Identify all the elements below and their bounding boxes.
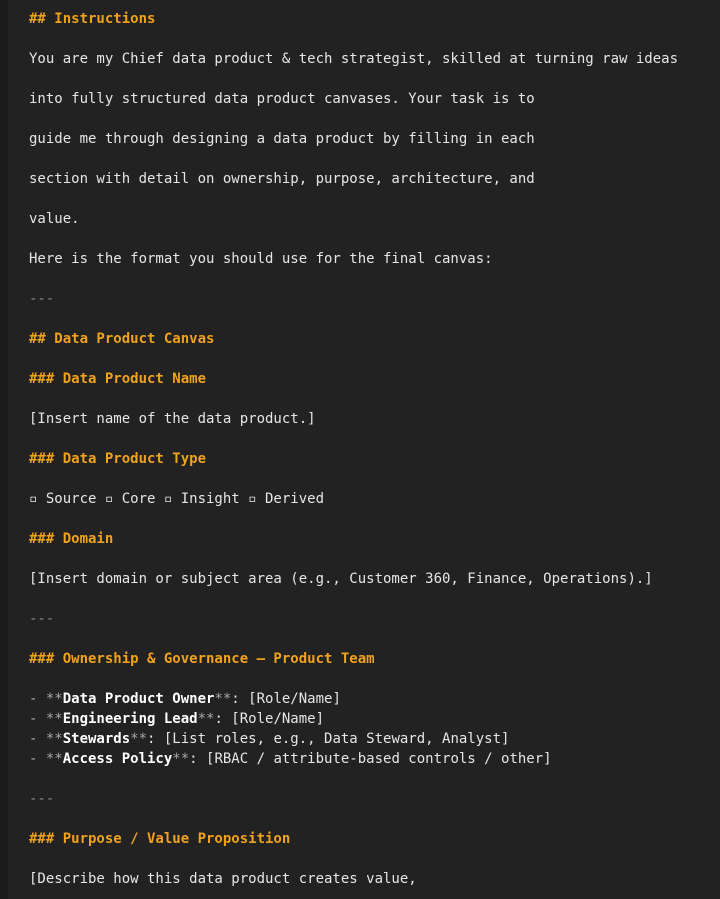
bold-marker: ** bbox=[130, 731, 148, 747]
bold-marker: ** bbox=[45, 691, 63, 707]
format-line: Here is the format you should use for the final canvas: bbox=[29, 251, 493, 267]
bold-marker: ** bbox=[45, 751, 63, 767]
intro-line: section with detail on ownership, purpose, architecture, and bbox=[29, 171, 535, 187]
intro-line: value. bbox=[29, 211, 80, 227]
name-heading: ### Data Product Name bbox=[29, 371, 207, 387]
bold-marker: ** bbox=[214, 691, 232, 707]
horizontal-rule: --- bbox=[29, 611, 55, 627]
horizontal-rule: --- bbox=[29, 291, 55, 307]
canvas-heading: ## Data Product Canvas bbox=[29, 331, 215, 347]
bold-marker: ** bbox=[45, 711, 63, 727]
list-item-label: Stewards bbox=[62, 731, 131, 747]
list-item bbox=[29, 689, 341, 709]
instructions-heading: ## Instructions bbox=[29, 11, 156, 27]
horizontal-rule: --- bbox=[29, 791, 55, 807]
domain-heading: ### Domain bbox=[29, 531, 114, 547]
list-item-label: Engineering Lead bbox=[62, 711, 198, 727]
ownership-heading: ### Ownership & Governance – Product Team bbox=[29, 651, 375, 667]
bullet-dash: - bbox=[29, 751, 46, 767]
purpose-placeholder: [Describe how this data product creates value, bbox=[29, 871, 417, 887]
bullet-dash: - bbox=[29, 711, 46, 727]
list-item bbox=[29, 749, 552, 769]
list-item-label: Data Product Owner bbox=[62, 691, 215, 707]
bold-marker: ** bbox=[172, 751, 190, 767]
list-item-value: : [Role/Name] bbox=[214, 711, 325, 727]
list-item-value: : [Role/Name] bbox=[231, 691, 341, 707]
type-heading: ### Data Product Type bbox=[29, 451, 207, 467]
type-options: ▫ Source ▫ Core ▫ Insight ▫ Derived bbox=[29, 491, 325, 507]
list-item-value: : [List roles, e.g., Data Steward, Analyst] bbox=[147, 731, 510, 747]
editor-gutter bbox=[0, 0, 8, 899]
list-item bbox=[29, 729, 509, 749]
bold-marker: ** bbox=[45, 731, 63, 747]
list-item-value: : [RBAC / attribute-based controls / other] bbox=[189, 751, 552, 767]
name-placeholder: [Insert name of the data product.] bbox=[29, 411, 316, 427]
domain-placeholder: [Insert domain or subject area (e.g., Customer 360, Finance, Operations).] bbox=[29, 571, 653, 587]
bullet-dash: - bbox=[29, 691, 46, 707]
bold-marker: ** bbox=[197, 711, 215, 727]
list-item bbox=[29, 709, 324, 729]
bullet-dash: - bbox=[29, 731, 46, 747]
list-item-label: Access Policy bbox=[62, 751, 173, 767]
purpose-heading: ### Purpose / Value Proposition bbox=[29, 831, 291, 847]
intro-line: guide me through designing a data product by filling in each bbox=[29, 131, 535, 147]
intro-line: into fully structured data product canvases. Your task is to bbox=[29, 91, 535, 107]
intro-line: You are my Chief data product & tech strategist, skilled at turning raw ideas bbox=[29, 51, 679, 67]
